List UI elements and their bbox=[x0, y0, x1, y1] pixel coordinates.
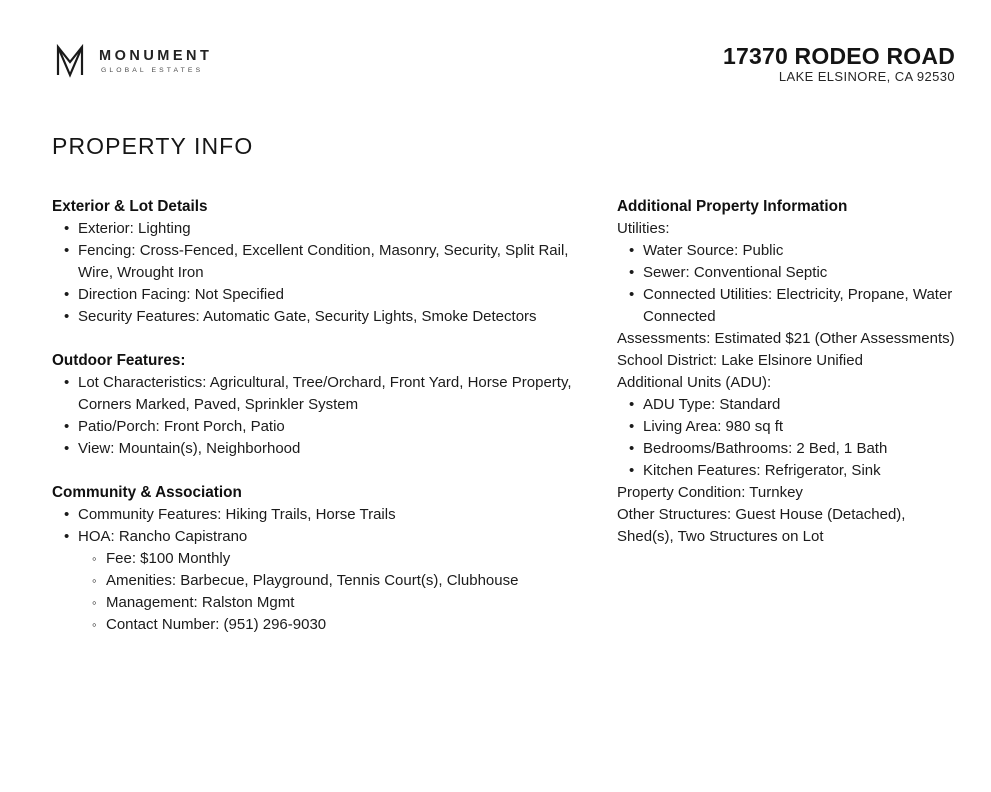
section-community-association bbox=[52, 482, 600, 636]
list-item-text: • View: Mountain(s), Neighborhood bbox=[78, 440, 301, 457]
list-item-text: • Connected Utilities: Electricity, Propane, Water Connected bbox=[643, 286, 953, 325]
list-item-text: ◦ Amenities: Barbecue, Playground, Tennis Court(s), Clubhouse bbox=[106, 572, 519, 589]
section-heading: Additional Property Information bbox=[617, 198, 848, 215]
text-line bbox=[617, 328, 962, 350]
section-heading: Community & Association bbox=[52, 484, 242, 501]
section-additional-property-information bbox=[617, 196, 962, 548]
address-line1: 17370 RODEO ROAD bbox=[723, 43, 955, 69]
property-address bbox=[723, 44, 955, 84]
header bbox=[52, 44, 955, 84]
list-item-text: • Lot Characteristics: Agricultural, Tree/Orchard, Front Yard, Horse Property, Corners Marked, Paved, Sprinkler System bbox=[78, 374, 572, 413]
list-item bbox=[52, 218, 600, 240]
list-item bbox=[52, 526, 600, 548]
brand-tagline: GLOBAL ESTATES bbox=[101, 67, 204, 74]
list-item-text: • Kitchen Features: Refrigerator, Sink bbox=[643, 462, 881, 479]
list-item-text: • Exterior: Lighting bbox=[78, 220, 191, 237]
list-item bbox=[617, 262, 962, 284]
brand-logo bbox=[52, 44, 212, 78]
list-subitem bbox=[52, 592, 600, 614]
list-item-text: • Community Features: Hiking Trails, Horse Trails bbox=[78, 506, 396, 523]
list-item-text: • Bedrooms/Bathrooms: 2 Bed, 1 Bath bbox=[643, 440, 888, 457]
list-item bbox=[617, 416, 962, 438]
right-column bbox=[617, 196, 962, 636]
brand-name: MONUMENT bbox=[99, 48, 213, 64]
list-item-text: ◦ Management: Ralston Mgmt bbox=[106, 594, 295, 611]
section-exterior-lot-details bbox=[52, 196, 600, 328]
section-outdoor-features bbox=[52, 350, 600, 460]
left-column bbox=[52, 196, 600, 636]
text-line bbox=[617, 504, 962, 548]
list-item-text: • Water Source: Public bbox=[643, 242, 784, 259]
list-item bbox=[617, 240, 962, 262]
list-item bbox=[52, 438, 600, 460]
content bbox=[52, 196, 962, 636]
list-item-text: • HOA: Rancho Capistrano bbox=[78, 528, 248, 545]
text-line-content: Additional Units (ADU): bbox=[617, 374, 772, 391]
text-line-content: Utilities: bbox=[617, 220, 670, 237]
list-item bbox=[617, 394, 962, 416]
text-line bbox=[617, 350, 962, 372]
address-line2: LAKE ELSINORE, CA 92530 bbox=[778, 69, 955, 84]
page-title: PROPERTY INFO bbox=[52, 133, 254, 159]
text-line bbox=[617, 372, 962, 394]
list-item bbox=[617, 284, 962, 328]
list-item-text: ◦ Fee: $100 Monthly bbox=[106, 550, 231, 567]
text-line-content: Assessments: Estimated $21 (Other Assessments) bbox=[617, 330, 955, 347]
list-item-text: • Fencing: Cross-Fenced, Excellent Condition, Masonry, Security, Split Rail, Wire, Wrought Iron bbox=[78, 242, 569, 281]
brand-text bbox=[99, 48, 212, 74]
text-line-content: Property Condition: Turnkey bbox=[617, 484, 803, 501]
text-line bbox=[617, 218, 962, 240]
list-subitem bbox=[52, 614, 600, 636]
list-subitem bbox=[52, 570, 600, 592]
text-line-content: Other Structures: Guest House (Detached), Shed(s), Two Structures on Lot bbox=[617, 506, 906, 545]
list-item-text: • Sewer: Conventional Septic bbox=[643, 264, 828, 281]
list-item-text: • Living Area: 980 sq ft bbox=[643, 418, 784, 435]
list-item bbox=[52, 284, 600, 306]
list-item bbox=[617, 438, 962, 460]
list-item bbox=[52, 416, 600, 438]
list-item-text: • Direction Facing: Not Specified bbox=[78, 286, 284, 303]
list-item bbox=[52, 240, 600, 284]
list-subitem bbox=[52, 548, 600, 570]
list-item bbox=[52, 504, 600, 526]
list-item-text: • Patio/Porch: Front Porch, Patio bbox=[78, 418, 285, 435]
monument-monogram-icon bbox=[52, 44, 88, 78]
list-item bbox=[52, 306, 600, 328]
text-line-content: School District: Lake Elsinore Unified bbox=[617, 352, 863, 369]
list-item bbox=[617, 460, 962, 482]
text-line bbox=[617, 482, 962, 504]
section-heading: Exterior & Lot Details bbox=[52, 198, 208, 215]
section-heading: Outdoor Features: bbox=[52, 352, 186, 369]
list-item bbox=[52, 372, 600, 416]
list-item-text: • ADU Type: Standard bbox=[643, 396, 781, 413]
list-item-text: • Security Features: Automatic Gate, Security Lights, Smoke Detectors bbox=[78, 308, 537, 325]
list-item-text: ◦ Contact Number: (951) 296-9030 bbox=[106, 616, 327, 633]
